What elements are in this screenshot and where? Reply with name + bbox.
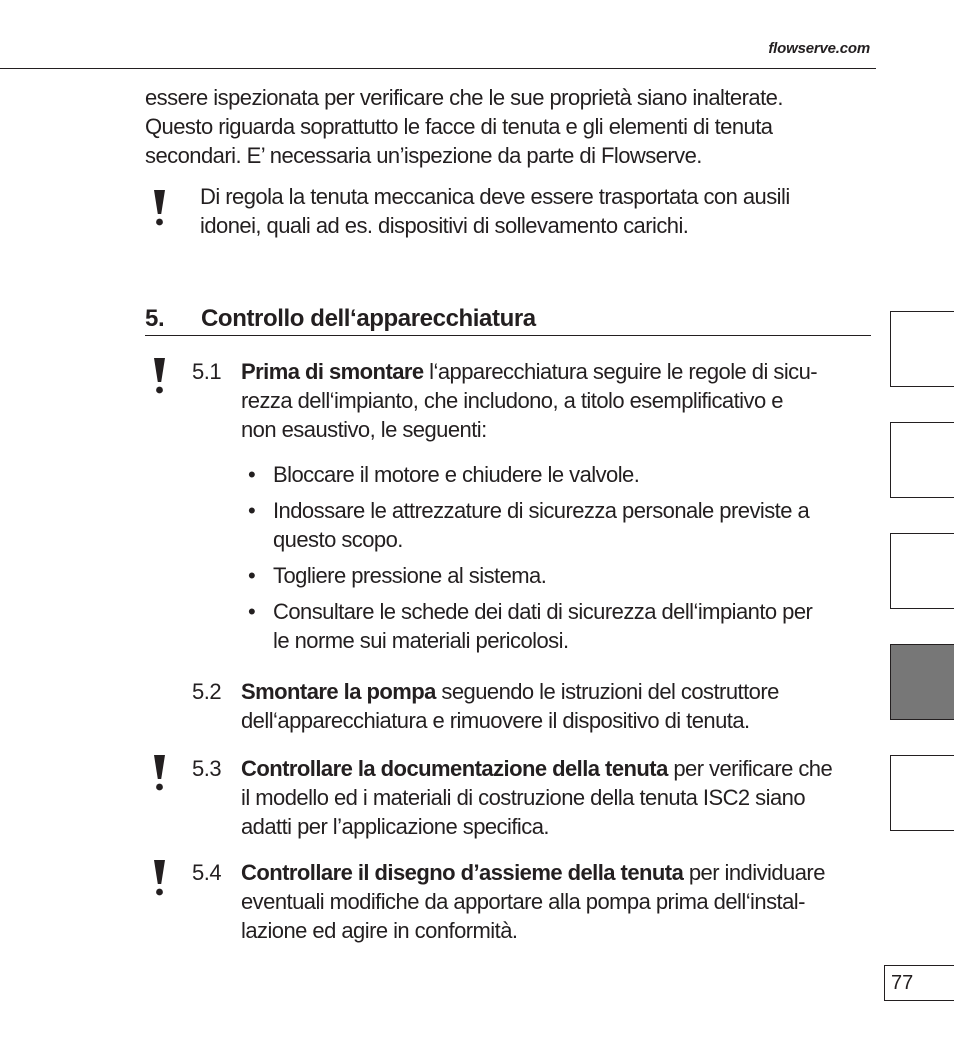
list-item-line: Bloccare il motore e chiudere le valvole.: [273, 462, 640, 487]
chapter-tab[interactable]: [890, 422, 954, 498]
step-number: 5.2: [192, 679, 222, 704]
step-line: il modello ed i materiali di costruzione della tenuta ISC2 siano: [241, 785, 806, 810]
list-item-line: Togliere pressione al sistema.: [273, 563, 547, 588]
step-line: dell‘apparecchiatura e rimuovere il dispositivo di tenuta.: [241, 708, 750, 733]
bullet-icon: •: [248, 599, 256, 624]
list-item: [248, 496, 888, 554]
list-item: [248, 561, 888, 590]
step-bold-lead: Prima di smontare: [241, 359, 424, 384]
section-number: 5.: [145, 305, 165, 332]
intro-line: essere ispezionata per verificare che le sue proprietà siano inalterate.: [145, 85, 783, 110]
warning-line: idonei, quali ad es. dispositivi di sollevamento carichi.: [200, 213, 689, 238]
step-5-4-text: [241, 858, 881, 945]
warning-note: [200, 182, 880, 240]
step-5-2-text: [241, 677, 881, 735]
section-title: Controllo dell‘apparecchiatura: [201, 305, 536, 332]
step-number: 5.4: [192, 860, 222, 885]
step-bold-lead: Controllare la documentazione della tenuta: [241, 756, 668, 781]
step-rest: per individuare: [683, 860, 825, 885]
step-bold-lead: Controllare il disegno d’assieme della tenuta: [241, 860, 684, 885]
exclamation-icon: [153, 860, 166, 898]
intro-line: Questo riguarda soprattutto le facce di tenuta e gli elementi di tenuta: [145, 114, 773, 139]
page-number: 77: [884, 965, 954, 1001]
step-5-3-text: [241, 754, 881, 841]
exclamation-icon: [153, 190, 166, 228]
intro-line: secondari. E’ necessaria un’ispezione da parte di Flowserve.: [145, 143, 702, 168]
header-rule: [0, 68, 876, 69]
list-item-line: questo scopo.: [273, 527, 403, 552]
step-rest: seguendo le istruzioni del costruttore: [435, 679, 779, 704]
step-rest: per verificare che: [667, 756, 833, 781]
chapter-tab-active[interactable]: [890, 644, 954, 720]
step-line: eventuali modifiche da apportare alla pompa prima dell‘instal-: [241, 889, 805, 914]
step-5-1-text: [241, 357, 881, 444]
list-item: [248, 597, 888, 655]
step-line: rezza dell‘impianto, che includono, a titolo esemplificativo e: [241, 388, 783, 413]
bullet-icon: •: [248, 462, 256, 487]
intro-paragraph: [145, 83, 875, 170]
bullet-icon: •: [248, 563, 256, 588]
exclamation-icon: [153, 358, 166, 396]
chapter-tab[interactable]: [890, 533, 954, 609]
step-bold-lead: Smontare la pompa: [241, 679, 436, 704]
precautions-list: [248, 460, 888, 662]
exclamation-icon: [153, 755, 166, 793]
step-line: adatti per l’applicazione specifica.: [241, 814, 549, 839]
section-heading: [145, 304, 871, 336]
site-url: flowserve.com: [768, 40, 870, 57]
bullet-icon: •: [248, 498, 256, 523]
step-rest: l‘apparecchiatura seguire le regole di sicu-: [423, 359, 818, 384]
step-line: non esaustivo, le seguenti:: [241, 417, 487, 442]
chapter-tab[interactable]: [890, 755, 954, 831]
list-item-line: Consultare le schede dei dati di sicurezza dell‘impianto per: [273, 599, 813, 624]
list-item-line: le norme sui materiali pericolosi.: [273, 628, 569, 653]
list-item-line: Indossare le attrezzature di sicurezza personale previste a: [273, 498, 810, 523]
list-item: [248, 460, 888, 489]
step-line: lazione ed agire in conformità.: [241, 918, 518, 943]
step-number: 5.1: [192, 359, 222, 384]
step-number: 5.3: [192, 756, 222, 781]
warning-line: Di regola la tenuta meccanica deve essere trasportata con ausili: [200, 184, 790, 209]
chapter-tab[interactable]: [890, 311, 954, 387]
